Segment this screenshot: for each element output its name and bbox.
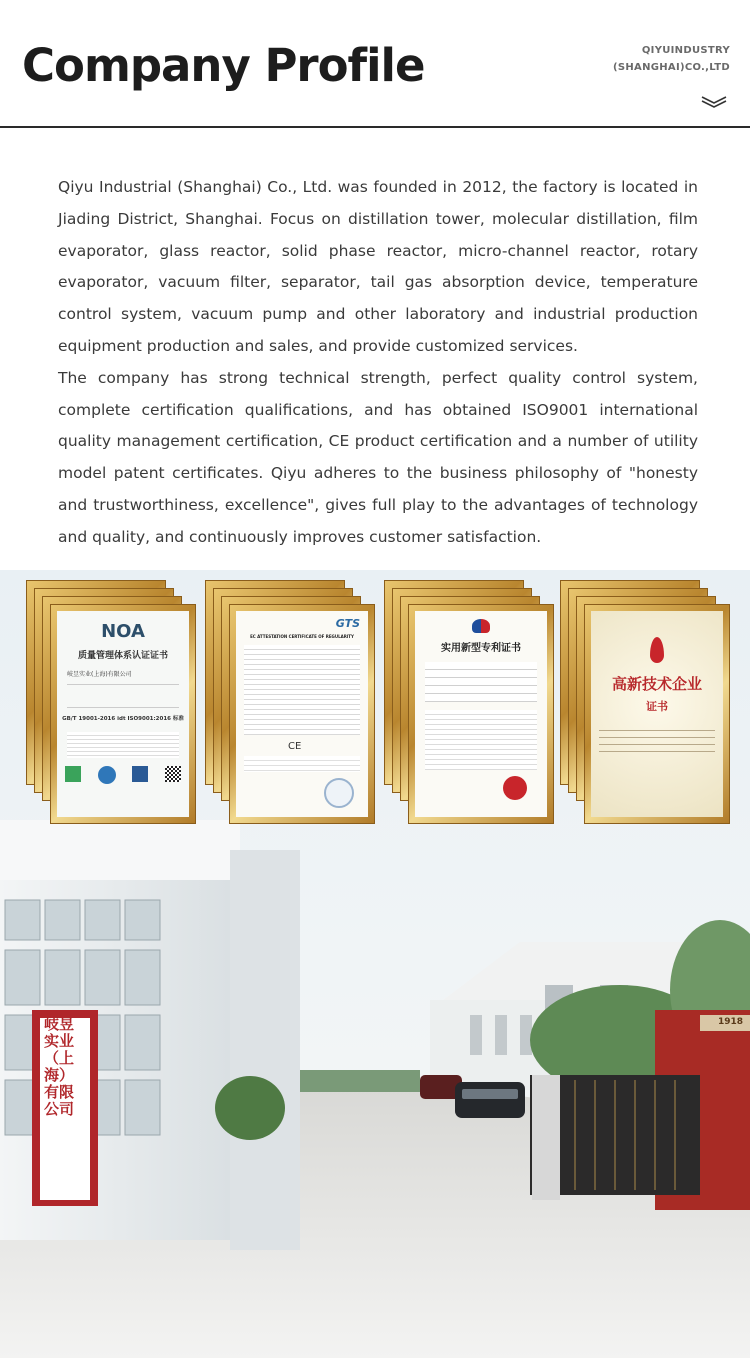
accreditation-badge-icon (65, 766, 81, 782)
gts-logo: GTS (335, 617, 360, 630)
intro-paragraph-1: Qiyu Industrial (Shanghai) Co., Ltd. was founded in 2012, the factory is located in Jiading District, Shanghai. Focus on distillation tower, molecular distillation, film evaporator, glass reactor, solid phase reactor, micro-channel reactor, rotary evaporator, vacuum filter, separator, tail gas absorption device, temperature control system, vacuum pump and other laboratory and industrial production equipment production and sales, and provide customized services. (58, 178, 698, 355)
flame-emblem-icon (650, 637, 664, 663)
noa-title: 质量管理体系认证证书 (77, 651, 168, 661)
hightech-title: 高新技术企业 (611, 675, 702, 693)
company-sign-text: 岐昱实业（上海）有限公司 (43, 1015, 74, 1118)
certificate-gts (205, 580, 377, 825)
company-intro (58, 172, 698, 554)
double-chevron-down-icon (700, 95, 728, 109)
noa-logo: NOA (101, 621, 145, 642)
header-divider (0, 126, 750, 128)
certificate-gallery (0, 580, 750, 840)
gts-heading: EC ATTESTATION CERTIFICATE OF REGULARITY (250, 634, 354, 639)
certificate-noa (26, 580, 198, 825)
certificate-high-tech (560, 580, 732, 825)
hightech-subtitle: 证书 (646, 700, 668, 713)
iaf-badge-icon (98, 766, 116, 784)
header (0, 0, 750, 128)
ce-mark: CE (288, 741, 302, 752)
page-title: Company Profile (22, 39, 425, 92)
patent-emblem-icon (472, 619, 490, 633)
brand-name (613, 42, 730, 76)
ias-badge-icon (132, 766, 148, 782)
noa-company: 岐昱实业(上海)有限公司 (67, 671, 132, 678)
red-seal-icon (503, 776, 527, 800)
intro-paragraph-2: The company has strong technical strength, perfect quality control system, complete certification qualifications, and has obtained ISO9001 international quality management certification, CE product certification and a number of utility model patent certificates. Qiyu adheres to the business philosophy of "honesty and trustworthiness, excellence", gives full play to the advantages of technology and quality, and continuously improves customer satisfaction. (58, 368, 698, 546)
gate-number: 1918 (718, 1017, 744, 1027)
seal-icon (324, 778, 354, 808)
brand-line-1: QIYUINDUSTRY (641, 45, 730, 56)
noa-standard: GB/T 19001-2016 idt ISO9001:2016 标准 (62, 716, 184, 722)
qr-code-icon (165, 766, 181, 782)
brand-line-2: (SHANGHAI)CO.,LTD (612, 62, 730, 73)
certificate-utility-patent (384, 580, 556, 825)
patent-title: 实用新型专利证书 (441, 643, 521, 654)
